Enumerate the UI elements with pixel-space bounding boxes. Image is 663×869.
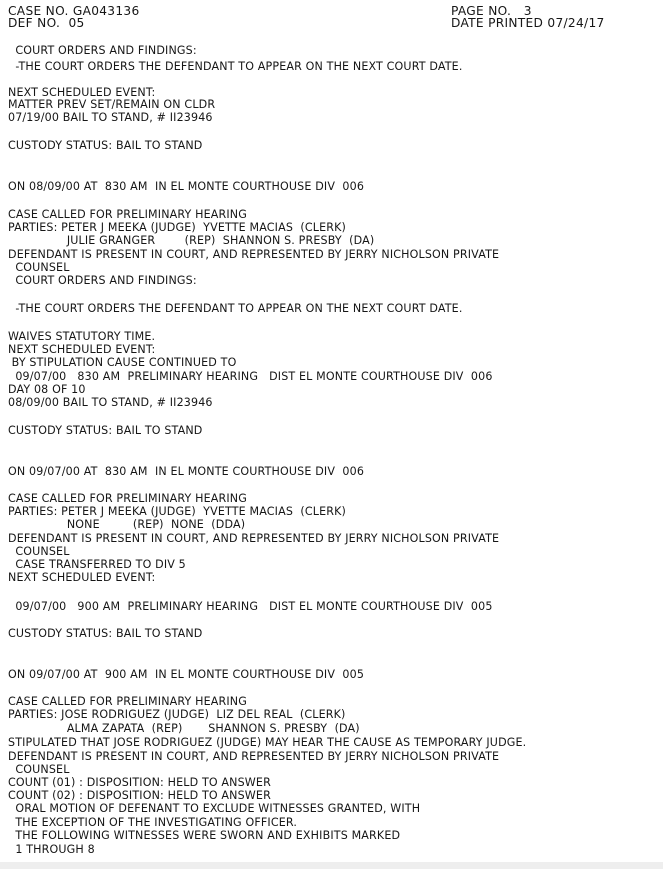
case-number: CASE NO. GA043136 [8,4,140,18]
docket-line: CASE CALLED FOR PRELIMINARY HEARING [8,695,247,708]
date-printed: DATE PRINTED 07/24/17 [451,16,605,30]
docket-line: COURT ORDERS AND FINDINGS: [8,274,197,287]
page-number: PAGE NO. 3 [451,4,532,18]
docket-line: COUNT (01) : DISPOSITION: HELD TO ANSWER [8,776,271,789]
docket-line: COUNSEL [8,545,70,558]
docket-line: BY STIPULATION CAUSE CONTINUED TO [8,356,237,369]
docket-line: -THE COURT ORDERS THE DEFENDANT TO APPEAR ON THE NEXT COURT DATE. [8,60,463,73]
docket-line: ORAL MOTION OF DEFENANT TO EXCLUDE WITNESSES GRANTED, WITH [8,802,421,815]
docket-line: STIPULATED THAT JOSE RODRIGUEZ (JUDGE) MAY HEAR THE CAUSE AS TEMPORARY JUDGE. [8,736,527,749]
docket-line: JULIE GRANGER (REP) SHANNON S. PRESBY (DA) [8,234,375,247]
docket-line: WAIVES STATUTORY TIME. [8,330,156,343]
docket-line: THE FOLLOWING WITNESSES WERE SWORN AND EXHIBITS MARKED [8,829,401,842]
scroll-edge [0,862,663,869]
docket-line: 07/19/00 BAIL TO STAND, # II23946 [8,111,213,124]
defendant-number: DEF NO. 05 [8,16,85,30]
docket-line: 09/07/00 900 AM PRELIMINARY HEARING DIST EL MONTE COURTHOUSE DIV 005 [8,600,493,613]
docket-line: CASE CALLED FOR PRELIMINARY HEARING [8,492,247,505]
docket-line: DEFENDANT IS PRESENT IN COURT, AND REPRESENTED BY JERRY NICHOLSON PRIVATE [8,532,500,545]
docket-line: COUNT (02) : DISPOSITION: HELD TO ANSWER [8,789,271,802]
custody-status: CUSTODY STATUS: BAIL TO STAND [8,139,203,152]
docket-line: MATTER PREV SET/REMAIN ON CLDR [8,98,216,111]
docket-line: CASE TRANSFERRED TO DIV 5 [8,558,186,571]
docket-line: -THE COURT ORDERS THE DEFENDANT TO APPEAR ON THE NEXT COURT DATE. [8,302,463,315]
docket-line: 09/07/00 830 AM PRELIMINARY HEARING DIST EL MONTE COURTHOUSE DIV 006 [8,370,493,383]
docket-line: PARTIES: PETER J MEEKA (JUDGE) YVETTE MACIAS (CLERK) [8,505,346,518]
docket-line: DAY 08 OF 10 [8,383,86,396]
hearing-heading: ON 09/07/00 AT 900 AM IN EL MONTE COURTHOUSE DIV 005 [8,668,365,681]
docket-line: NEXT SCHEDULED EVENT: [8,86,156,99]
custody-status: CUSTODY STATUS: BAIL TO STAND [8,424,203,437]
docket-line: PARTIES: PETER J MEEKA (JUDGE) YVETTE MACIAS (CLERK) [8,221,346,234]
docket-line: PARTIES: JOSE RODRIGUEZ (JUDGE) LIZ DEL REAL (CLERK) [8,708,346,721]
docket-line: 08/09/00 BAIL TO STAND, # II23946 [8,396,213,409]
docket-line: ALMA ZAPATA (REP) SHANNON S. PRESBY (DA) [8,722,360,735]
docket-line: NEXT SCHEDULED EVENT: [8,571,156,584]
docket-line: NONE (REP) NONE (DDA) [8,518,246,531]
docket-line: 1 THROUGH 8 [8,843,95,856]
docket-line: COUNSEL [8,261,70,274]
docket-line: NEXT SCHEDULED EVENT: [8,343,156,356]
docket-line: CASE CALLED FOR PRELIMINARY HEARING [8,208,247,221]
custody-status: CUSTODY STATUS: BAIL TO STAND [8,627,203,640]
docket-line: COURT ORDERS AND FINDINGS: [8,44,197,57]
hearing-heading: ON 09/07/00 AT 830 AM IN EL MONTE COURTHOUSE DIV 006 [8,465,365,478]
docket-line: COUNSEL [8,763,70,776]
docket-line: DEFENDANT IS PRESENT IN COURT, AND REPRESENTED BY JERRY NICHOLSON PRIVATE [8,750,500,763]
docket-line: DEFENDANT IS PRESENT IN COURT, AND REPRESENTED BY JERRY NICHOLSON PRIVATE [8,248,500,261]
hearing-heading: ON 08/09/00 AT 830 AM IN EL MONTE COURTHOUSE DIV 006 [8,180,365,193]
docket-line: THE EXCEPTION OF THE INVESTIGATING OFFICER. [8,816,298,829]
